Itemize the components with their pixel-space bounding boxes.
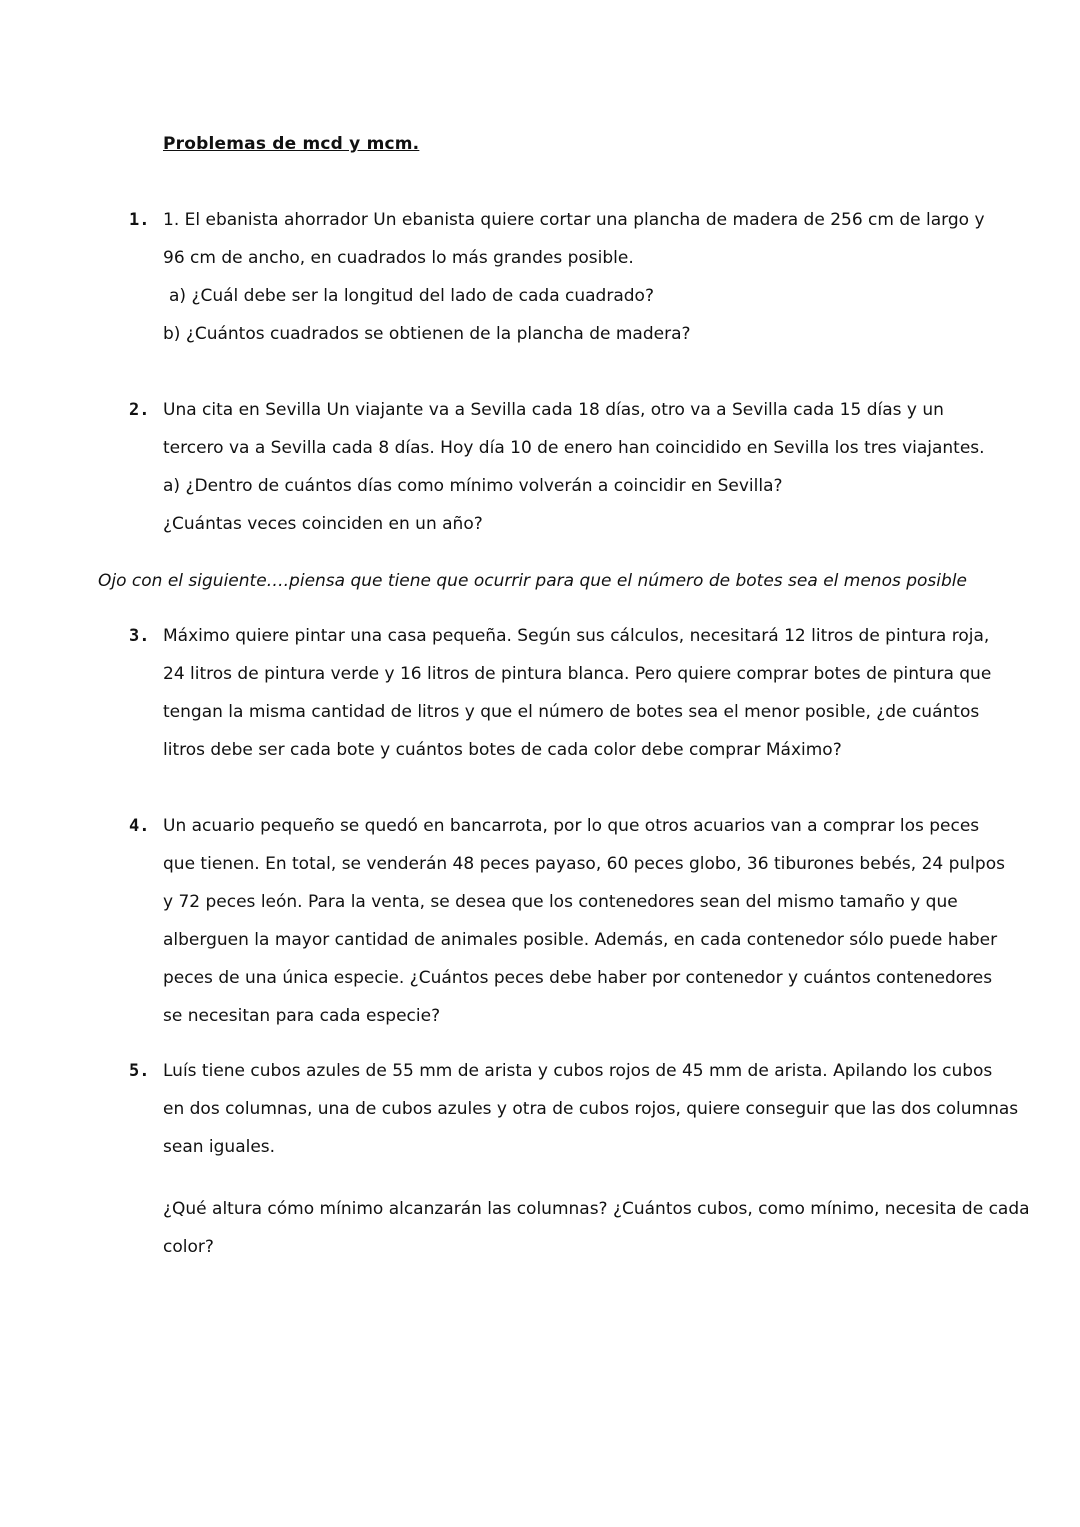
hint-note: Ojo con el siguiente….piensa que tiene que ocurrir para que el número de botes sea el menos posible bbox=[98, 571, 967, 591]
problem-line: a) ¿Cuál debe ser la longitud del lado de cada cuadrado? bbox=[169, 286, 654, 306]
problem-line: tengan la misma cantidad de litros y que el número de botes sea el menor posible, ¿de cuántos bbox=[163, 702, 980, 722]
problem-line: Un acuario pequeño se quedó en bancarrota, por lo que otros acuarios van a comprar los peces bbox=[163, 816, 980, 836]
problem-line: Luís tiene cubos azules de 55 mm de arista y cubos rojos de 45 mm de arista. Apilando los cubos bbox=[163, 1061, 993, 1081]
problem-line: ¿Cuántas veces coinciden en un año? bbox=[163, 514, 483, 534]
problem-line: 96 cm de ancho, en cuadrados lo más grandes posible. bbox=[163, 248, 634, 268]
problem-2 bbox=[129, 391, 993, 543]
problem-number: 2. bbox=[129, 400, 150, 420]
problem-line: a) ¿Dentro de cuántos días como mínimo volverán a coincidir en Sevilla? bbox=[163, 476, 783, 496]
problem-line: ¿Qué altura cómo mínimo alcanzarán las columnas? ¿Cuántos cubos, como mínimo, necesita de cada bbox=[163, 1199, 1030, 1219]
problem-line: peces de una única especie. ¿Cuántos peces debe haber por contenedor y cuántos contenedores bbox=[163, 968, 993, 988]
paragraph-gap bbox=[163, 1166, 993, 1190]
problem-line: 24 litros de pintura verde y 16 litros de pintura blanca. Pero quiere comprar botes de pintura que bbox=[163, 664, 992, 684]
problem-number: 1. bbox=[129, 210, 150, 230]
problem-line: se necesitan para cada especie? bbox=[163, 1006, 441, 1026]
problem-line: tercero va a Sevilla cada 8 días. Hoy día 10 de enero han coincidido en Sevilla los tres viajantes. bbox=[163, 438, 985, 458]
problem-line: alberguen la mayor cantidad de animales posible. Además, en cada contenedor sólo puede haber bbox=[163, 930, 998, 950]
problem-number: 4. bbox=[129, 816, 150, 836]
problem-line: sean iguales. bbox=[163, 1137, 276, 1157]
problem-line: litros debe ser cada bote y cuántos botes de cada color debe comprar Máximo? bbox=[163, 740, 842, 760]
problem-line: en dos columnas, una de cubos azules y otra de cubos rojos, quiere conseguir que las dos columnas bbox=[163, 1099, 1019, 1119]
problem-1 bbox=[129, 201, 993, 353]
problem-line: b) ¿Cuántos cuadrados se obtienen de la plancha de madera? bbox=[163, 324, 691, 344]
problem-5 bbox=[129, 1052, 1030, 1266]
problem-3 bbox=[129, 617, 993, 769]
problem-number: 3. bbox=[129, 626, 150, 646]
problem-4 bbox=[129, 807, 1005, 1035]
problem-number: 5. bbox=[129, 1061, 150, 1081]
problem-line: y 72 peces león. Para la venta, se desea que los contenedores sean del mismo tamaño y que bbox=[163, 892, 958, 912]
page-title: Problemas de mcd y mcm. bbox=[163, 134, 420, 154]
problem-line: Máximo quiere pintar una casa pequeña. Según sus cálculos, necesitará 12 litros de pintura roja, bbox=[163, 626, 990, 646]
problem-line: color? bbox=[163, 1237, 214, 1257]
problem-line: Una cita en Sevilla Un viajante va a Sevilla cada 18 días, otro va a Sevilla cada 15 días y un bbox=[163, 400, 944, 420]
problem-line: 1. El ebanista ahorrador Un ebanista quiere cortar una plancha de madera de 256 cm de largo y bbox=[163, 210, 985, 230]
problem-line: que tienen. En total, se venderán 48 peces payaso, 60 peces globo, 36 tiburones bebés, 24 pulpos bbox=[163, 854, 1005, 874]
